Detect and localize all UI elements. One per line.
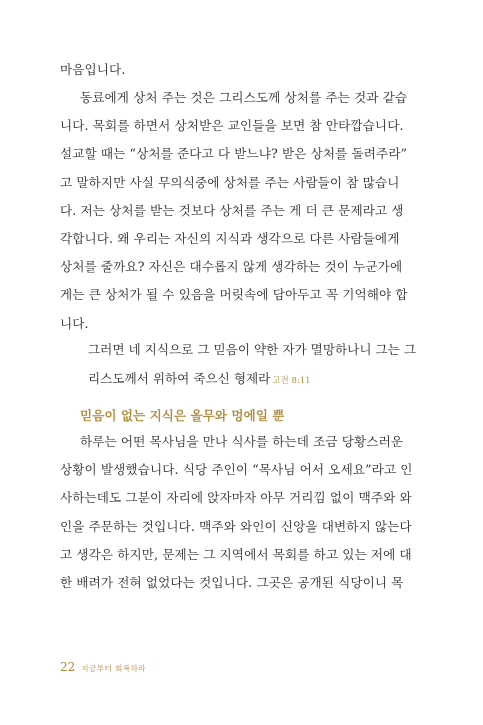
text-line: 동료에게 상처 주는 것은 그리스도께 상처를 주는 것과 같습 [80, 90, 408, 105]
text-line: 니다. 목회를 하면서 상처받은 교인들을 보면 참 안타깝습니다. [60, 118, 404, 134]
quote-line: 그러면 네 지식으로 그 믿음이 약한 자가 멸망하나니 그는 그 [88, 342, 417, 357]
text-line: 각합니다. 왜 우리는 자신의 지식과 생각으로 다른 사람들에게 [60, 231, 400, 247]
text-line: 사하는데도 그분이 자리에 앉자마자 아무 거리낌 없이 맥주와 와 [60, 490, 412, 506]
text-line: 상처를 줄까요? 자신은 대수롭지 않게 생각하는 것이 누군가에 [60, 259, 403, 275]
text-line: 상황이 발생했습니다. 식당 주인이 “목사님 어서 오세요”라고 인 [60, 462, 413, 478]
text-line: 설교할 때는 “상처를 준다고 다 받느냐? 받은 상처를 돌려주라” [60, 146, 408, 162]
text-line: 고 생각은 하지만, 문제는 그 지역에서 목회를 하고 있는 저에 대 [60, 546, 412, 562]
running-title: 지금부터 회복하라 [81, 664, 147, 673]
text-line: 게는 큰 상처가 될 수 있음을 머릿속에 담아두고 꼭 기억해야 합 [60, 287, 408, 303]
page-number: 22 [60, 660, 76, 674]
paragraph-main [60, 84, 425, 338]
text-line: 인을 주문하는 것입니다. 맥주와 와인이 신앙을 대변하지 않는다 [60, 518, 412, 534]
paragraph-story [60, 428, 425, 597]
scripture-quote [88, 336, 423, 395]
text-line: 마음입니다. [60, 62, 126, 77]
quote-line: 리스도께서 위하여 죽으신 형제라 [88, 370, 271, 386]
text-line: 하루는 어떤 목사님을 만나 식사를 하는데 조금 당황스러운 [80, 434, 404, 449]
text-line: 니다. [60, 315, 89, 331]
text-line: 다. 저는 상처를 받는 것보다 상처를 주는 게 더 큰 문제라고 생 [60, 202, 404, 218]
text-line: 한 배려가 전혀 없었다는 것입니다. 그곳은 공개된 식당이니 목 [60, 575, 404, 591]
text-line: 고 말하지만 사실 무의식중에 상처를 주는 사람들이 참 많습니 [60, 174, 400, 190]
quote-line-with-ref [88, 365, 423, 396]
page-footer [60, 660, 146, 680]
paragraph-intro-end [60, 56, 425, 84]
section-subheading: 믿음이 없는 지식은 올무와 멍에일 뿐 [80, 408, 285, 423]
verse-reference: 고전 8:11 [272, 375, 311, 386]
